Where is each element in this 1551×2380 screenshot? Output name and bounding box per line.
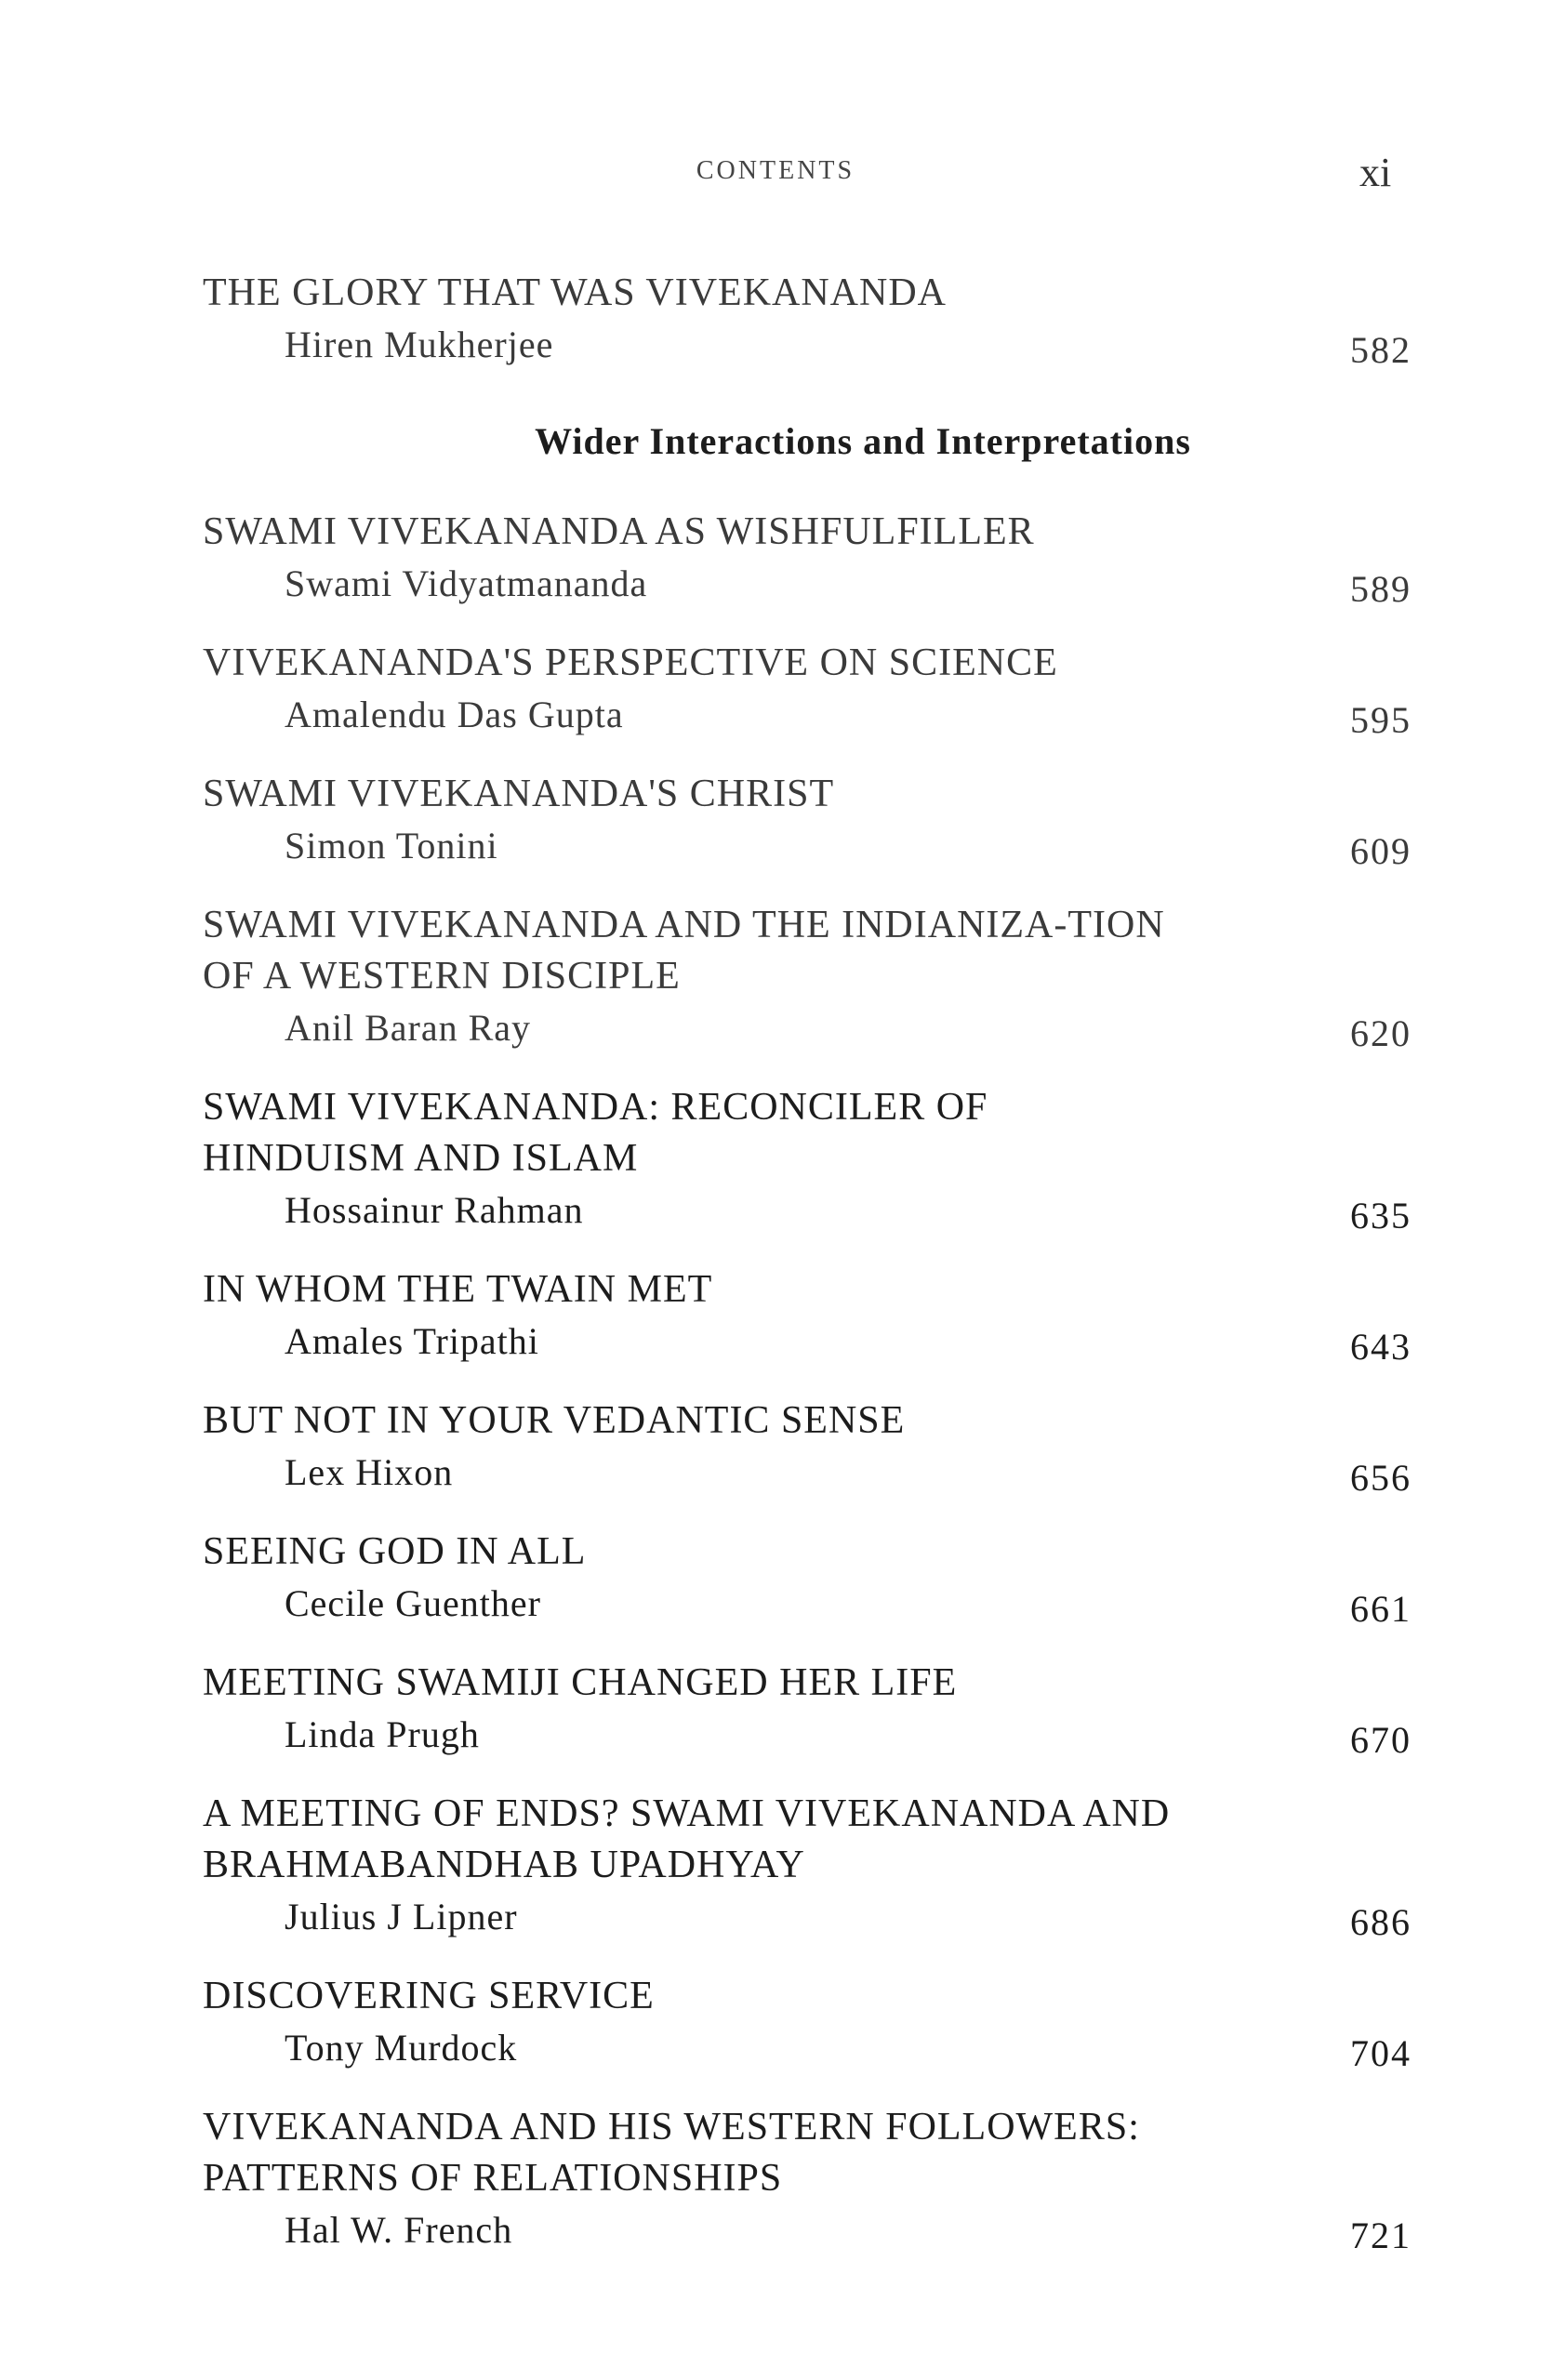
entry-author: Lex Hixon	[285, 1451, 454, 1493]
entry-title: VIVEKANANDA'S PERSPECTIVE ON SCIENCE	[203, 641, 1058, 684]
entry-author: Tony Murdock	[285, 2027, 518, 2069]
entry-page-number: 670	[1350, 1719, 1412, 1761]
entry-page-number: 595	[1350, 699, 1412, 741]
entry-author: Hossainur Rahman	[285, 1189, 584, 1231]
toc-entry	[203, 638, 1412, 741]
entry-author: Linda Prugh	[285, 1713, 480, 1755]
entry-page-number: 582	[1350, 329, 1412, 371]
entry-author: Hal W. French	[285, 2209, 513, 2251]
entry-title: DISCOVERING SERVICE	[203, 1975, 655, 2017]
entry-title: SWAMI VIVEKANANDA: RECONCILER OF HINDUISM AND ISLAM	[203, 1086, 988, 1180]
entry-author: Julius J Lipner	[285, 1896, 518, 1937]
entry-page-number: 661	[1350, 1588, 1412, 1630]
entry-title: THE GLORY THAT WAS VIVEKANANDA	[203, 271, 948, 314]
entry-author: Cecile Guenther	[285, 1582, 541, 1624]
author-row	[203, 1447, 1412, 1499]
entry-author: Hiren Mukherjee	[285, 324, 554, 365]
toc-entry	[203, 1789, 1412, 1943]
entry-title: BUT NOT IN YOUR VEDANTIC SENSE	[203, 1399, 906, 1442]
author-row	[203, 1316, 1412, 1368]
author-row	[203, 820, 1412, 872]
entry-page-number: 721	[1350, 2215, 1412, 2256]
section-heading: Wider Interactions and Interpretations	[535, 420, 1191, 462]
table-of-contents	[203, 268, 1412, 2284]
entry-title: SWAMI VIVEKANANDA'S CHRIST	[203, 773, 835, 815]
author-row	[203, 2204, 1412, 2256]
entry-title: IN WHOM THE TWAIN MET	[203, 1268, 713, 1311]
entry-author: Swami Vidyatmananda	[285, 562, 648, 604]
entry-author: Amales Tripathi	[285, 1320, 539, 1362]
toc-entry	[203, 1658, 1412, 1761]
author-row	[203, 1709, 1412, 1761]
toc-entry	[203, 769, 1412, 872]
entry-page-number: 589	[1350, 568, 1412, 610]
page-header	[0, 149, 1551, 205]
entry-author: Simon Tonini	[285, 825, 498, 866]
entry-page-number: 635	[1350, 1195, 1412, 1236]
entry-title: SWAMI VIVEKANANDA AS WISHFULFILLER	[203, 510, 1035, 553]
entry-page-number: 620	[1350, 1012, 1412, 1054]
entry-page-number: 704	[1350, 2032, 1412, 2074]
entry-author: Anil Baran Ray	[285, 1007, 532, 1049]
toc-entry	[203, 1395, 1412, 1499]
toc-entry	[203, 2102, 1412, 2256]
author-row	[203, 1184, 1412, 1236]
author-row	[203, 558, 1412, 610]
entry-page-number: 643	[1350, 1326, 1412, 1368]
entry-title: MEETING SWAMIJI CHANGED HER LIFE	[203, 1661, 958, 1704]
entry-title: A MEETING OF ENDS? SWAMI VIVEKANANDA AND BRAHMABANDHAB UPADHYAY	[203, 1792, 1171, 1886]
author-row	[203, 2022, 1412, 2074]
running-head: CONTENTS	[696, 156, 855, 185]
entry-page-number: 609	[1350, 830, 1412, 872]
toc-entry	[203, 268, 1412, 371]
toc-entry	[203, 1264, 1412, 1368]
author-row	[203, 319, 1412, 371]
toc-entry	[203, 1082, 1412, 1236]
entry-title: SWAMI VIVEKANANDA AND THE INDIANIZA-TION OF A WESTERN DISCIPLE	[203, 904, 1165, 998]
entry-page-number: 656	[1350, 1457, 1412, 1499]
toc-entry	[203, 507, 1412, 610]
author-row	[203, 689, 1412, 741]
entry-author: Amalendu Das Gupta	[285, 694, 624, 735]
author-row	[203, 1578, 1412, 1630]
entry-title: VIVEKANANDA AND HIS WESTERN FOLLOWERS: PATTERNS OF RELATIONSHIPS	[203, 2106, 1140, 2200]
author-row	[203, 1891, 1412, 1943]
toc-entry	[203, 1971, 1412, 2074]
page-number: xi	[1359, 150, 1392, 195]
toc-entry	[203, 1527, 1412, 1630]
entry-title: SEEING GOD IN ALL	[203, 1530, 587, 1573]
entry-page-number: 686	[1350, 1901, 1412, 1943]
toc-entry	[203, 900, 1412, 1054]
author-row	[203, 1002, 1412, 1054]
